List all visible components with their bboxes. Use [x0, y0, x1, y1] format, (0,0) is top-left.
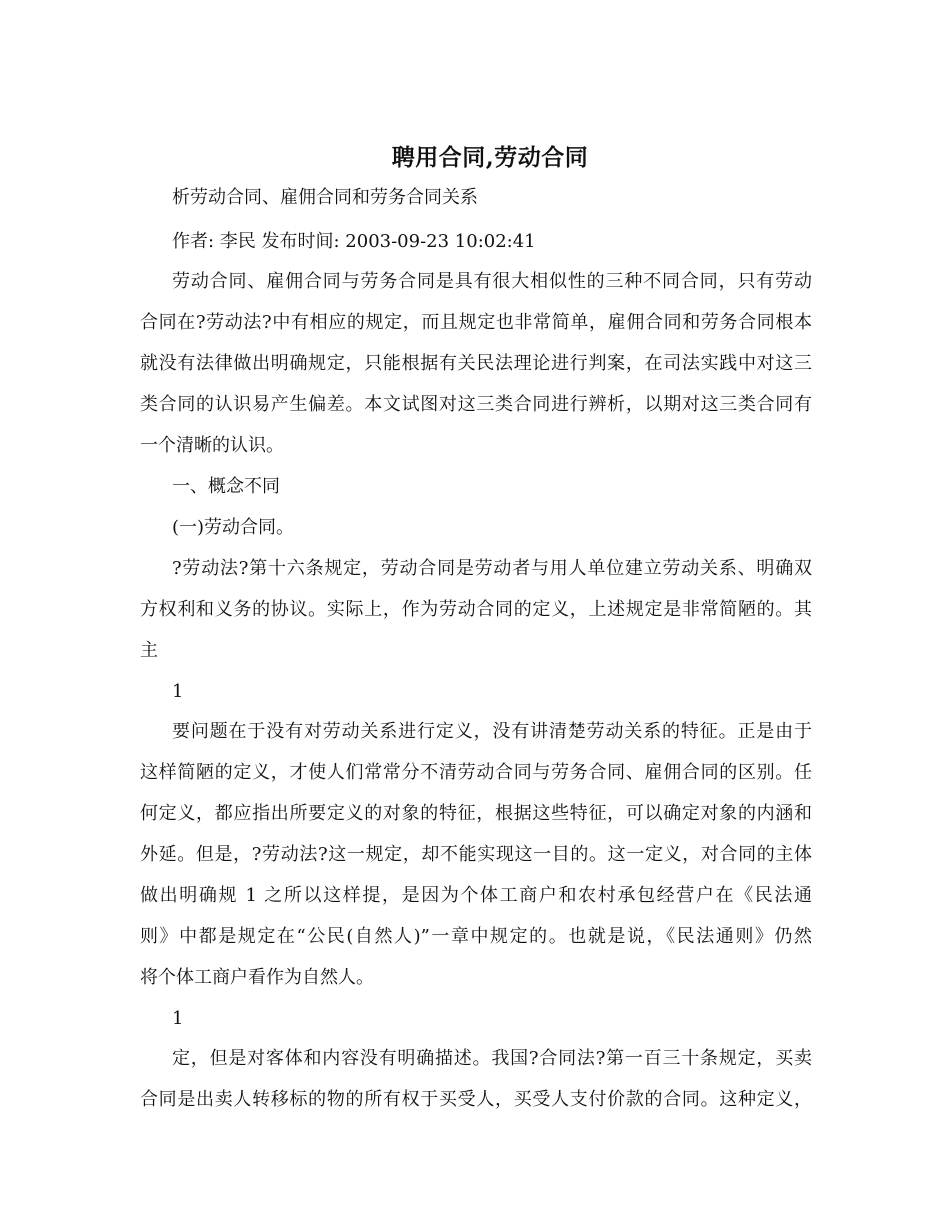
paragraph-line: 做出明确规 1 之所以这样提，是因为个体工商户和农村承包经营户在《民法通: [140, 885, 812, 906]
subtitle-line: 析劳动合同、雇佣合同和劳务合同关系: [172, 187, 478, 208]
paragraph-line: 定，但是对客体和内容没有明确描述。我国?合同法?第一百三十条规定，买卖: [172, 1048, 812, 1069]
paragraph-line: 就没有法律做出明确规定，只能根据有关民法理论进行判案，在司法实践中对这三: [140, 353, 812, 374]
paragraph-line: 何定义，都应指出所要定义的对象的特征，根据这些特征，可以确定对象的内涵和: [140, 803, 812, 824]
page-number: 1: [172, 681, 184, 702]
paragraph-line: 将个体工商户看作为自然人。: [140, 967, 374, 988]
paragraph-line: 这样简陋的定义，才使人们常常分不清劳动合同与劳务合同、雇佣合同的区别。任: [140, 762, 812, 783]
paragraph-line: 类合同的认识易产生偏差。本文试图对这三类合同进行辨析，以期对这三类合同有: [140, 394, 812, 415]
paragraph-line: 合同是出卖人转移标的物的所有权于买受人，买受人支付价款的合同。这种定义，: [140, 1089, 812, 1110]
paragraph-line: 方权利和义务的协议。实际上，作为劳动合同的定义，上述规定是非常简陋的。其: [140, 599, 812, 620]
paragraph-line: 主: [140, 640, 158, 661]
paragraph-line: 合同在?劳动法?中有相应的规定，而且规定也非常简单，雇佣合同和劳务合同根本: [140, 312, 812, 333]
subsection-heading: (一)劳动合同。: [172, 517, 295, 538]
author-date-line: 作者: 李民 发布时间: 2003-09-23 10:02:41: [172, 231, 536, 252]
page-number: 1: [172, 1008, 184, 1029]
paragraph-line: 外延。但是，?劳动法?这一规定，却不能实现这一目的。这一定义，对合同的主体: [140, 844, 812, 865]
paragraph-line: 一个清晰的认识。: [140, 435, 284, 456]
paragraph-line: ?劳动法?第十六条规定，劳动合同是劳动者与用人单位建立劳动关系、明确双: [172, 558, 812, 579]
paragraph-line: 则》中都是规定在“公民(自然人)”一章中规定的。也就是说，《民法通则》仍然: [140, 926, 812, 947]
document-title: 聘用合同,劳动合同: [391, 144, 589, 171]
section-heading: 一、概念不同: [172, 476, 280, 497]
paragraph-line: 要问题在于没有对劳动关系进行定义，没有讲清楚劳动关系的特征。正是由于: [172, 721, 812, 742]
paragraph-line: 劳动合同、雇佣合同与劳务合同是具有很大相似性的三种不同合同，只有劳动: [172, 271, 812, 292]
